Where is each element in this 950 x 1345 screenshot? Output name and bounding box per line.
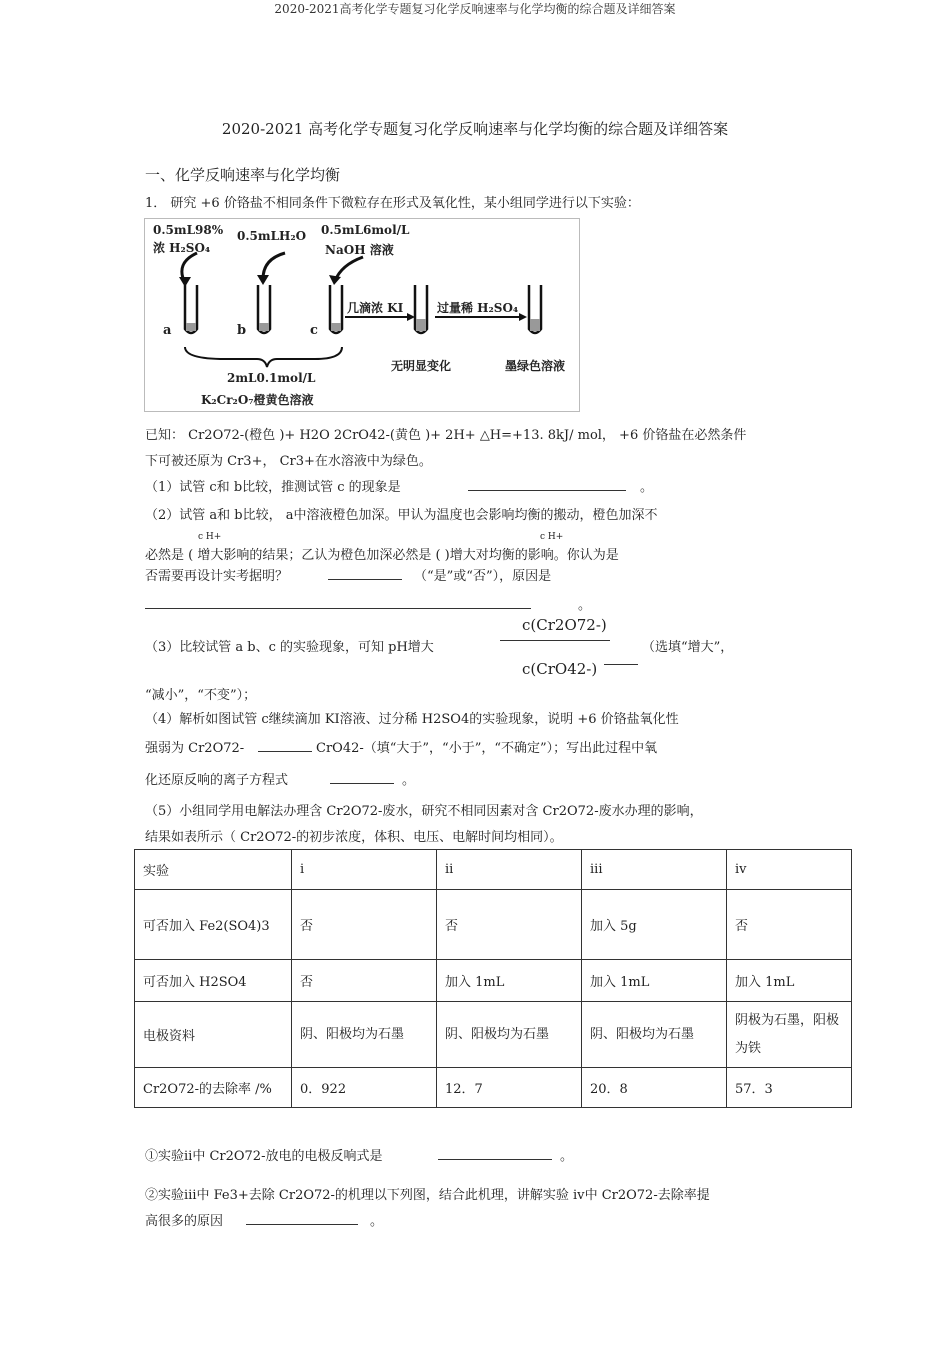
table-cell: 否 — [292, 960, 437, 1002]
table-cell: Cr2O72-的去除率 /% — [135, 1068, 292, 1108]
q1-2-ch1: c H+ — [198, 532, 222, 542]
known-line2: 下可被还原为 Cr3+， Cr3+在水溶液中为绿色。 — [145, 454, 432, 469]
q1-4-equation-blank[interactable] — [330, 769, 394, 784]
table-cell: 可否加入 Fe2(SO4)3 — [135, 890, 292, 960]
q1-5-1-end: 。 — [560, 1149, 574, 1164]
step1-label: 几滴浓 KI — [347, 301, 404, 315]
q1-1-text: （1）试管 c和 b比较，推测试管 c 的现象是 — [145, 480, 401, 495]
q1-2-yesno-blank[interactable] — [328, 565, 402, 580]
table-header-row — [135, 850, 852, 890]
q1-4-compare-blank[interactable] — [258, 737, 312, 752]
page-header: 2020-2021高考化学专题复习化学反响速率与化学均衡的综合题及详细答案 — [274, 2, 676, 16]
table-cell: 12．7 — [437, 1068, 582, 1108]
reagent-a-line2: 浓 H₂SO₄ — [153, 241, 211, 255]
q1-2-line3a: 否需要再设计实考据明？ — [145, 569, 289, 584]
q1-5-2-line2: 高很多的原因 — [145, 1214, 224, 1229]
q1-3-numerator: c(Cr2O72-) — [522, 616, 607, 634]
q1-5-line1: （5）小组同学用电解法办理含 Cr2O72-废水，研究不相同因素对含 Cr2O72-废水办理的影响， — [145, 804, 703, 819]
table-header-cell: ii — [437, 850, 582, 890]
tube-b-label: b — [237, 323, 247, 338]
q1-5-1-text: ①实验ⅱ中 Cr2O72-放电的电极反响式是 — [145, 1149, 383, 1164]
q1-5-2-line1: ②实验ⅲ中 Fe3+去除 Cr2O72-的机理以下列图，结合此机理，讲解实验 ⅳ中 Cr2O72-去除率提 — [145, 1188, 710, 1203]
q1-5-2-end: 。 — [370, 1214, 384, 1229]
q1-5-1-answer-blank[interactable] — [438, 1145, 552, 1160]
electrolysis-results-table — [134, 849, 852, 1108]
table-cell: 0．922 — [292, 1068, 437, 1108]
q1-3-fraction-bar — [500, 640, 610, 641]
table-cell: 阴、阳极均为石墨 — [582, 1002, 727, 1068]
q1-1-end: 。 — [640, 480, 654, 495]
reagent-c-line2: NaOH 溶液 — [325, 243, 394, 257]
step2-label: 过量稀 H₂SO₄ — [437, 301, 519, 315]
result1-label: 无明显变化 — [391, 359, 452, 373]
table-cell: 否 — [437, 890, 582, 960]
table-header-cell: 实验 — [135, 850, 292, 890]
table-cell: 阴、阳极均为石墨 — [437, 1002, 582, 1068]
q1-4-line2b: CrO42-（填“大于”，“小于”，“不确定”）；写出此过程中氧 — [316, 741, 658, 756]
q1-4-line3: 化还原反响的离子方程式 — [145, 773, 289, 788]
table-cell: 否 — [727, 890, 852, 960]
q1-2-line3b: （“是”或“否”），原因是 — [414, 569, 552, 584]
q1-4-line2a: 强弱为 Cr2O72- — [145, 741, 245, 756]
q1-3-line1: （3）比较试管 a b、c 的实验现象，可知 pH增大 — [145, 640, 434, 655]
table-cell: 加入 1mL — [727, 960, 852, 1002]
q1-2-line1: （2）试管 a和 b比较， a中溶液橙色加深。甲认为温度也会影响均衡的搬动，橙色加深不 — [145, 508, 658, 523]
experiment-figure — [144, 218, 580, 412]
table-header-cell: i — [292, 850, 437, 890]
q1-3-denominator: c(CrO42-) — [522, 660, 598, 678]
reagent-b: 0.5mLH₂O — [237, 229, 307, 243]
reagent-a-line1: 0.5mL98% — [153, 223, 224, 237]
q1-3-answer-blank[interactable] — [604, 662, 638, 665]
table-cell: 阴、阳极均为石墨 — [292, 1002, 437, 1068]
document-title: 2020-2021 高考化学专题复习化学反响速率与化学均衡的综合题及详细答案 — [221, 120, 729, 138]
q1-2-line2: 必然是 ( 增大影响的结果；乙认为橙色加深必然是 ( )增大对均衡的影响。你认为是 — [145, 548, 619, 563]
tube-a-label: a — [163, 323, 172, 338]
table-cell: 加入 5g — [582, 890, 727, 960]
q1-2-reason-blank[interactable] — [145, 594, 531, 609]
q1-3-line2: “减小”，“不变”）； — [145, 688, 257, 703]
q1-2-end: 。 — [578, 598, 592, 613]
table-cell: 可否加入 H2SO4 — [135, 960, 292, 1002]
table-header-cell: iii — [582, 850, 727, 890]
table-cell: 阴极为石墨，阳极为铁 — [727, 1002, 852, 1068]
q1-5-2-answer-blank[interactable] — [246, 1210, 358, 1225]
table-cell: 电极资料 — [135, 1002, 292, 1068]
q1-3-choice: （选填“增大”， — [642, 640, 734, 655]
q1-2-ch2: c H+ — [540, 532, 564, 542]
table-row — [135, 890, 852, 960]
q1-4-end: 。 — [402, 773, 416, 788]
table-cell: 加入 1mL — [582, 960, 727, 1002]
known-line1: 已知： Cr2O72-(橙色 )+ H2O 2CrO42-(黄色 )+ 2H+ △H=+13. 8kJ/ mol， +6 价铬盐在必然条件 — [145, 428, 747, 443]
solution-line1: 2mL0.1mol/L — [227, 371, 316, 385]
table-row — [135, 1068, 852, 1108]
result2-label: 墨绿色溶液 — [505, 359, 566, 373]
question-1-intro: 1． 研究 +6 价铬盐不相同条件下微粒存在形式及氧化性，某小组同学进行以下实验： — [145, 196, 640, 211]
table-cell: 57．3 — [727, 1068, 852, 1108]
q1-1-answer-blank[interactable] — [468, 476, 626, 491]
reagent-c-line1: 0.5mL6mol/L — [321, 223, 410, 237]
table-row — [135, 960, 852, 1002]
table-cell: 否 — [292, 890, 437, 960]
section-heading: 一、化学反响速率与化学均衡 — [145, 166, 341, 184]
q1-4-line1: （4）解析如图试管 c继续滴加 KI溶液、过分稀 H2SO4的实验现象，说明 +6 价铬盐氧化性 — [145, 712, 679, 727]
solution-line2: K₂Cr₂O₇橙黄色溶液 — [201, 393, 314, 407]
q1-5-line2: 结果如表所示（ Cr2O72-的初步浓度，体积、电压、电解时间均相同）。 — [145, 830, 563, 845]
table-cell: 20．8 — [582, 1068, 727, 1108]
table-header-cell: iv — [727, 850, 852, 890]
table-row — [135, 1002, 852, 1068]
table-cell: 加入 1mL — [437, 960, 582, 1002]
tube-c-label: c — [310, 323, 318, 338]
